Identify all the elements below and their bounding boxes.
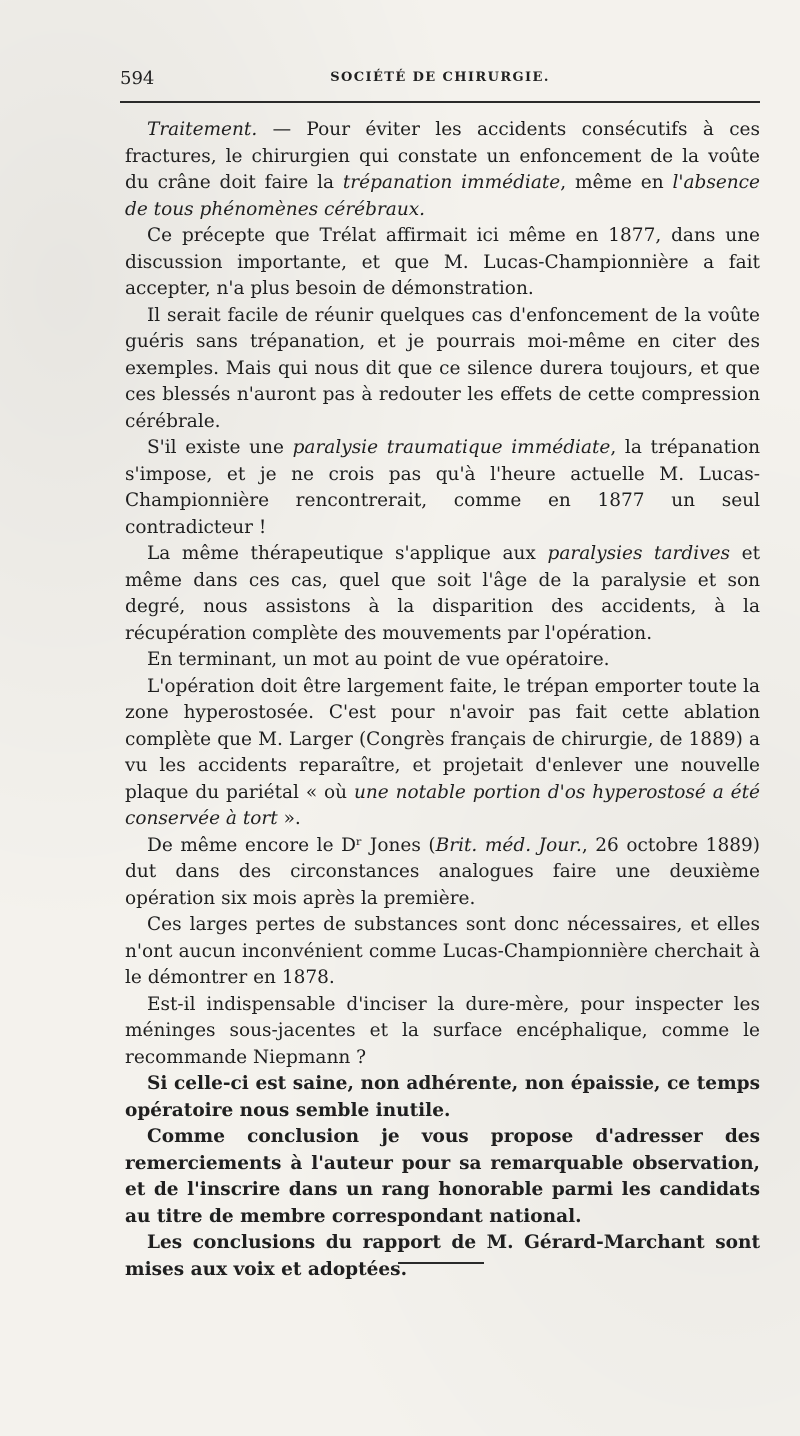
italic-run: Brit. méd. Jour. [435, 834, 582, 856]
paragraph-p4 [125, 435, 760, 541]
paragraph-p3 [125, 303, 760, 436]
italic-run: trépanation immédiate [342, 172, 561, 193]
text-run: — Pour éviter les accidents consécutifs à ces fractures, le chirurgien qui constate un enfoncement de la voûte du crâne doit faire la [125, 119, 760, 193]
italic-run: paralysies tardives [547, 543, 731, 564]
text-run: Ces larges pertes de substances sont donc nécessaires, et elles n'ont aucun inconvénient comme Lucas-Championnière cherchait à le démontrer en 1878. [125, 914, 760, 988]
page-header [120, 68, 760, 92]
paragraph-p12 [125, 1124, 760, 1230]
text-run: Ce précepte que Trélat affirmait ici même en 1877, dans une discussion importante, et que M. Lucas-Championnière a fait accepter, n'a plus besoin de démonstration. [125, 225, 760, 299]
paragraph-p6 [125, 647, 760, 674]
paragraph-p7 [125, 674, 760, 833]
text-run: , même en [560, 172, 673, 193]
text-run: Si celle-ci est saine, non adhérente, non épaissie, ce temps opératoire nous semble inutile. [125, 1073, 760, 1121]
text-run: Les conclusions du rapport de M. Gérard-Marchant sont mises aux voix et adoptées. [125, 1232, 760, 1280]
text-run: Comme conclusion je vous propose d'adresser des remerciements à l'auteur pour sa remarquable observation, et de l'inscrire dans un rang honorable parmi les candidats au titre de membre correspondant national. [125, 1126, 760, 1227]
text-run: De même encore le Dʳ Jones ( [147, 834, 436, 856]
paragraph-p1 [125, 117, 760, 223]
paragraph-p2 [125, 223, 760, 303]
page-number: 594 [120, 68, 155, 89]
text-run: ». [277, 808, 301, 829]
text-run: Est-il indispensable d'inciser la dure-mère, pour inspecter les méninges sous-jacentes et la surface encéphalique, comme le recommande Niepmann ? [125, 993, 760, 1068]
end-divider [398, 1262, 484, 1264]
paragraph-p5 [125, 541, 760, 647]
text-run: , la trépanation s'impose, et je ne crois pas qu'à l'heure actuelle M. Lucas-Championnière rencontrerait, comme en 1877 un seul contradicteur ! [125, 437, 760, 538]
text-run: Il serait facile de réunir quelques cas d'enfoncement de la voûte guéris sans trépanation, et je pourrais moi-même en citer des exemples. Mais qui nous dit que ce silence durera toujours, et que ces blessés n'auront pas à redouter les effets de cette compression cérébrale. [125, 304, 760, 432]
text-run: S'il existe une [147, 437, 293, 458]
italic-run: l'absence de tous phénomènes cérébraux. [125, 172, 760, 220]
text-run: En terminant, un mot au point de vue opératoire. [147, 649, 610, 670]
text-run: et même dans ces cas, quel que soit l'âge de la paralysie et son degré, nous assistons à la disparition des accidents, à la récupération complète des mouvements par l'opération. [125, 543, 761, 644]
text-run: L'opération doit être largement faite, le trépan emporter toute la zone hyperostosée. C'est pour n'avoir pas fait cette ablation complète que M. Larger (Congrès français de chirurgie, de 1889) a vu les accidents reparaître, et projetait d'enlever une nouvelle plaque du pariétal « où [125, 675, 760, 803]
italic-run: une notable portion d'os hyperostosé a été conservée à tort [125, 781, 760, 829]
text-run: , 26 octobre 1889) dut dans des circonstances analogues faire une deuxième opération six mois après la première. [125, 834, 760, 909]
paragraph-p10 [125, 992, 760, 1072]
paragraph-p9 [125, 912, 760, 992]
body-text [125, 117, 760, 1283]
italic-run: paralysie traumatique immédiate [292, 437, 611, 458]
header-divider [120, 101, 760, 103]
paragraph-p11 [125, 1071, 760, 1124]
text-run: La même thérapeutique s'applique aux [147, 543, 548, 564]
paragraph-p13 [125, 1230, 760, 1283]
italic-run: Traitement. [147, 119, 258, 140]
paragraph-p8 [125, 833, 760, 913]
running-head: SOCIÉTÉ DE CHIRURGIE. [330, 70, 550, 85]
